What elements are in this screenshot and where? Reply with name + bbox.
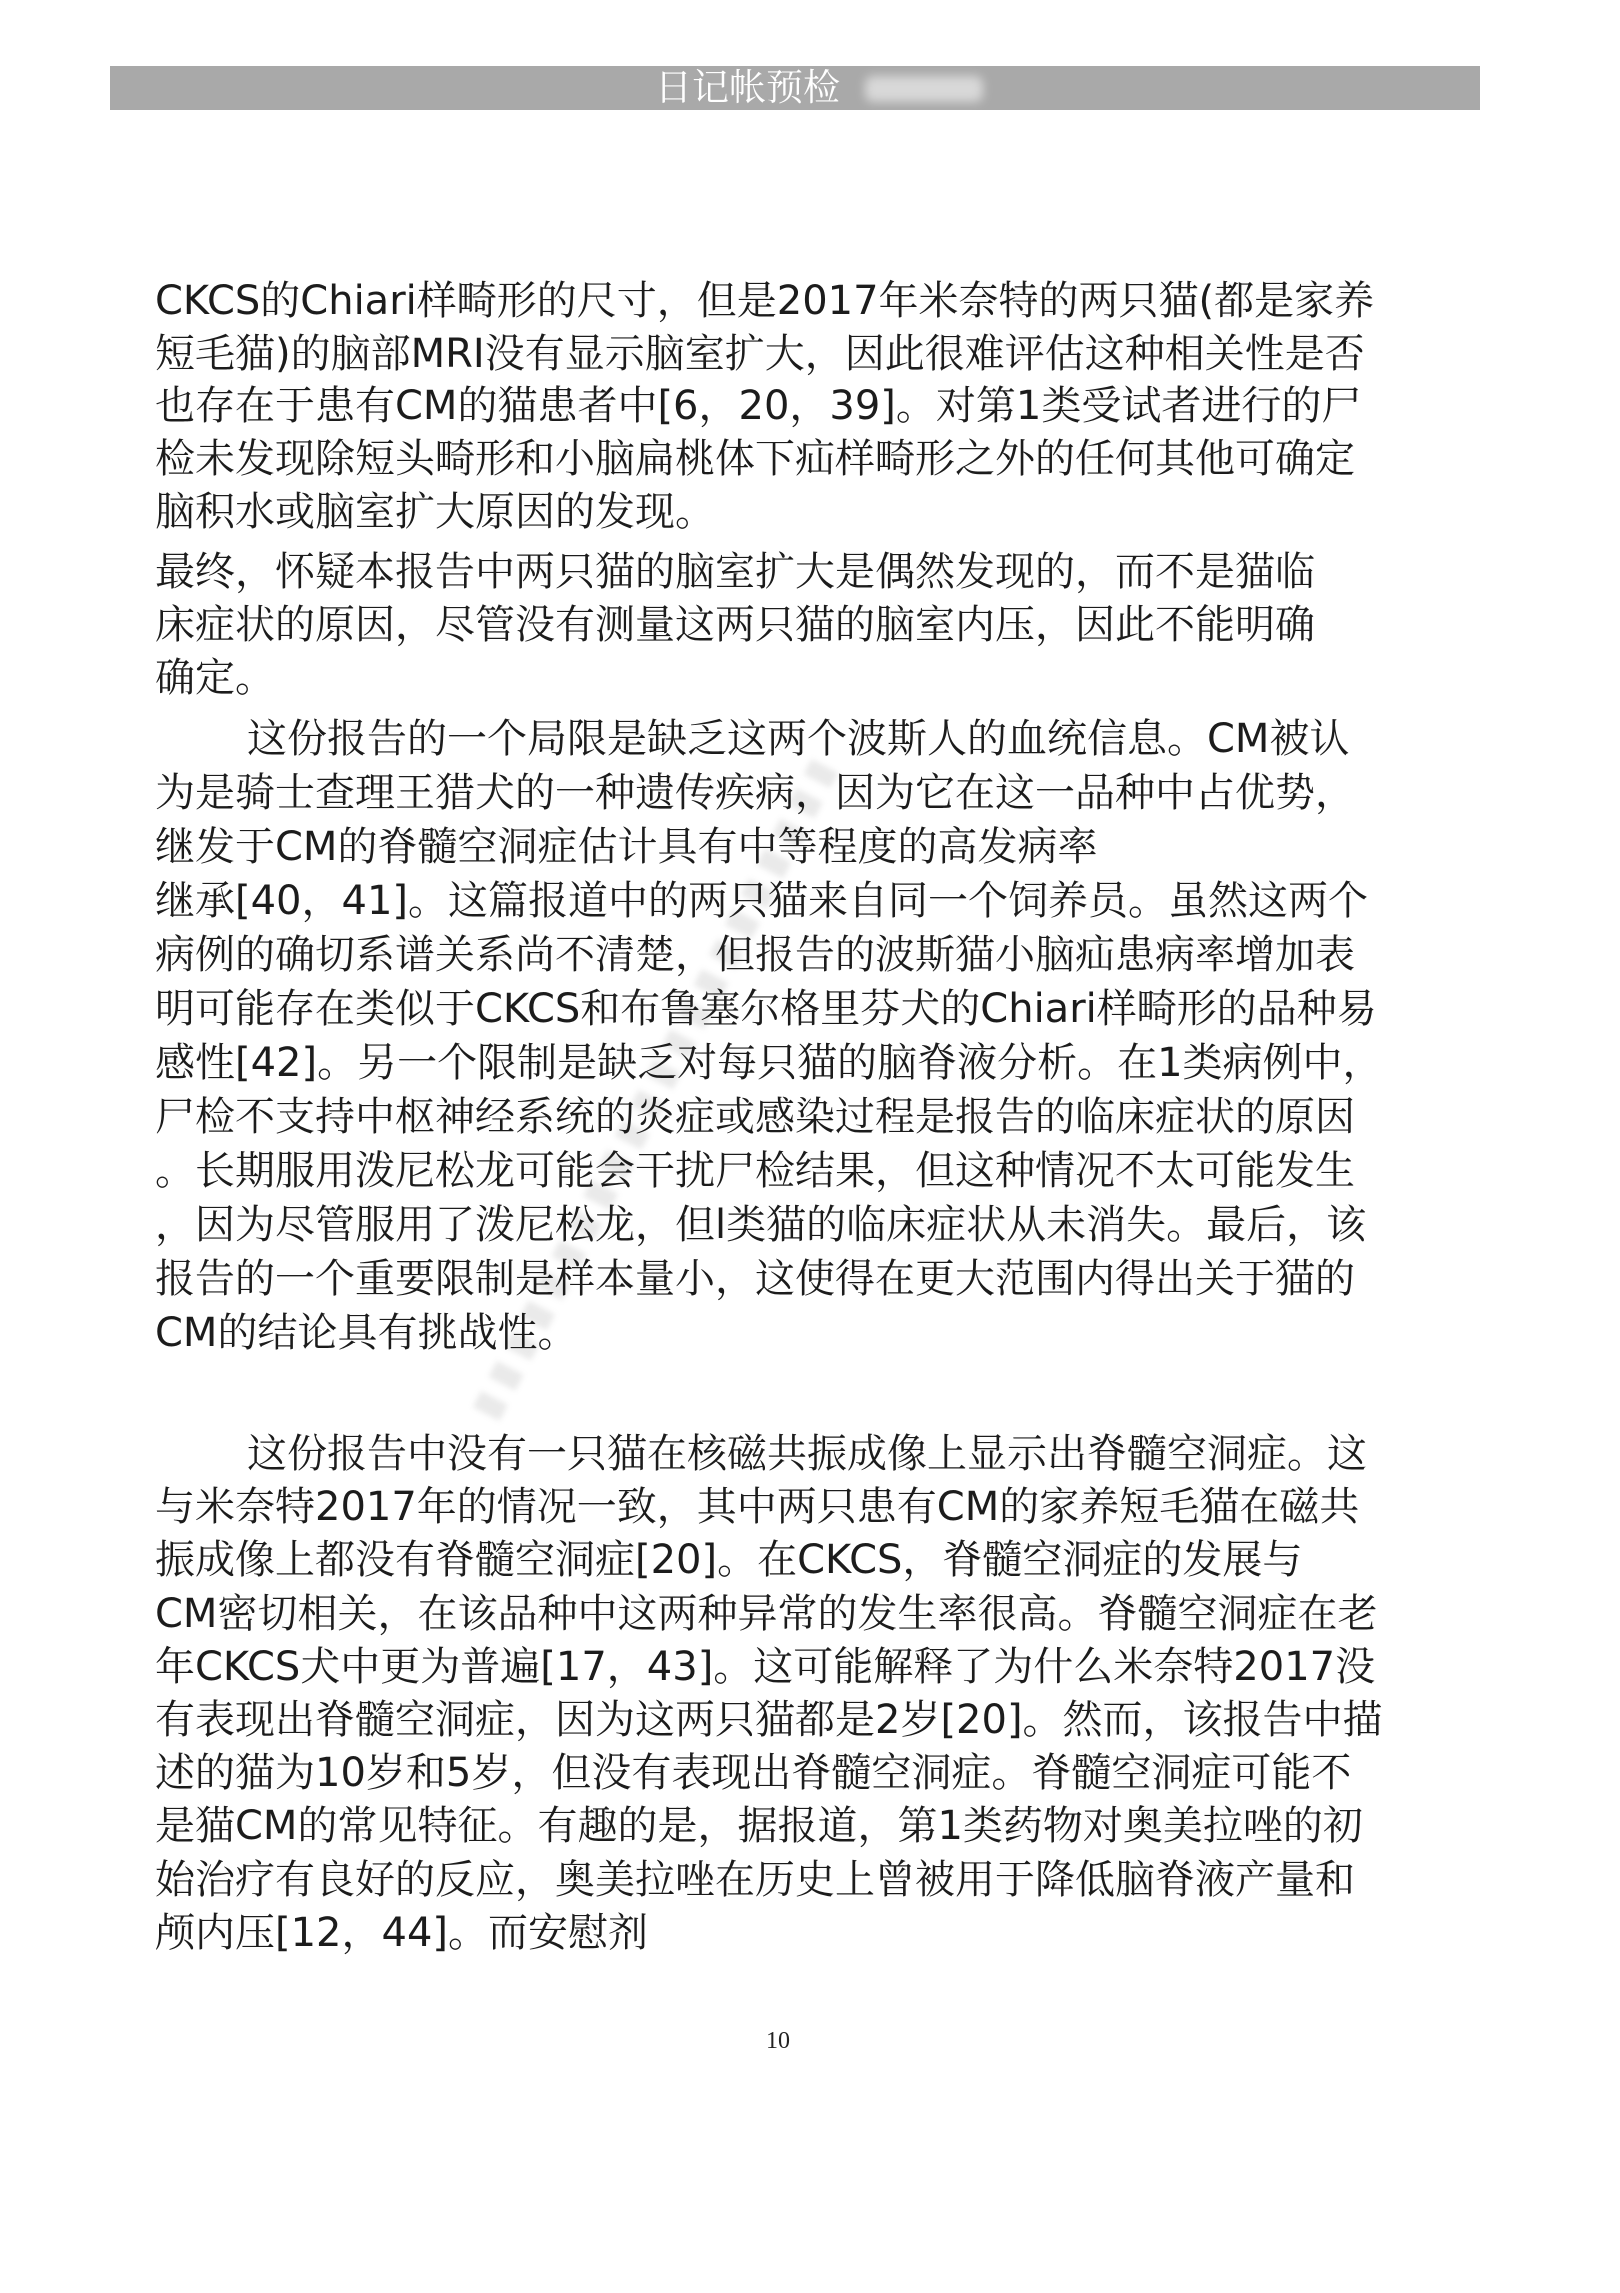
page-number: 10 [766, 2028, 790, 2054]
text-line: 是猫CM的常见特征。有趣的是，据报道，第1类药物对奥美拉唑的初 [155, 1803, 1363, 1850]
text-line: 继发于CM的脊髓空洞症估计具有中等程度的高发病率 [155, 824, 1098, 870]
text-line: 。长期服用泼尼松龙可能会干扰尸检结果，但这种情况不太可能发生 [155, 1148, 1355, 1194]
text-line: 继承[40，41]。这篇报道中的两只猫来自同一个饲养员。虽然这两个 [155, 878, 1369, 924]
text-line: 这份报告中没有一只猫在核磁共振成像上显示出脊髓空洞症。这 [247, 1431, 1367, 1477]
text-line: 短毛猫)的脑部MRI没有显示脑室扩大，因此很难评估这种相关性是否 [155, 330, 1365, 377]
header-title: 日记帐预检 [655, 66, 840, 109]
text-line: 有表现出脊髓空洞症，因为这两只猫都是2岁[20]。然而，该报告中描 [155, 1697, 1383, 1744]
text-line: 述的猫为10岁和5岁，但没有表现出脊髓空洞症。脊髓空洞症可能不 [155, 1750, 1352, 1797]
text-line: 明可能存在类似于CKCS和布鲁塞尔格里芬犬的Chiari样畸形的品种易 [155, 986, 1377, 1032]
paragraph-4 [155, 1428, 1383, 1960]
text-line: ，因为尽管服用了泼尼松龙，但l类猫的临床症状从未消失。最后，该 [155, 1202, 1367, 1248]
text-line: 颅内压[12，44]。而安慰剂 [155, 1909, 649, 1956]
paragraph-3 [155, 712, 1383, 1360]
text-line: CKCS的Chiari样畸形的尺寸，但是2017年米奈特的两只猫(都是家养 [155, 278, 1375, 324]
text-line: 脑积水或脑室扩大原因的发现。 [155, 488, 715, 535]
text-line: 为是骑士查理王猎犬的一种遗传疾病，因为它在这一品种中占优势， [155, 770, 1355, 816]
text-line: 病例的确切系谱关系尚不清楚，但报告的波斯猫小脑疝患病率增加表 [155, 932, 1355, 978]
text-line: 感性[42]。另一个限制是缺乏对每只猫的脑脊液分析。在1类病例中， [155, 1040, 1383, 1086]
text-line: 尸检不支持中枢神经系统的炎症或感染过程是报告的临床症状的原因 [155, 1094, 1355, 1140]
text-line: 报告的一个重要限制是样本量小，这使得在更大范围内得出关于猫的 [155, 1256, 1355, 1302]
paragraph-2 [155, 546, 1315, 705]
text-line: 始治疗有良好的反应，奥美拉唑在历史上曾被用于降低脑脊液产量和 [155, 1856, 1355, 1903]
text-line: 最终，怀疑本报告中两只猫的脑室扩大是偶然发现的，而不是猫临 [155, 549, 1315, 595]
text-line: 年CKCS犬中更为普遍[17，43]。这可能解释了为什么米奈特2017没 [155, 1643, 1376, 1690]
text-line: 确定。 [155, 655, 275, 701]
text-line: 振成像上都没有脊髓空洞症[20]。在CKCS，脊髓空洞症的发展与 [155, 1537, 1303, 1584]
text-line: CM的结论具有挑战性。 [155, 1310, 578, 1356]
text-line: 与米奈特2017年的情况一致，其中两只患有CM的家养短毛猫在磁共 [155, 1484, 1360, 1531]
paragraph-1 [155, 275, 1374, 539]
document-header-bar [110, 66, 1480, 110]
blurred-watermark [865, 76, 983, 102]
text-line: 这份报告的一个局限是缺乏这两个波斯人的血统信息。CM被认 [247, 716, 1350, 762]
text-line: 检未发现除短头畸形和小脑扁桃体下疝样畸形之外的任何其他可确定 [155, 436, 1355, 483]
text-line: 床症状的原因，尽管没有测量这两只猫的脑室内压，因此不能明确 [155, 602, 1315, 648]
text-line: 也存在于患有CM的猫患者中[6，20，39]。对第1类受试者进行的尸 [155, 383, 1362, 430]
text-line: CM密切相关，在该品种中这两种异常的发生率很高。脊髓空洞症在老 [155, 1590, 1378, 1637]
